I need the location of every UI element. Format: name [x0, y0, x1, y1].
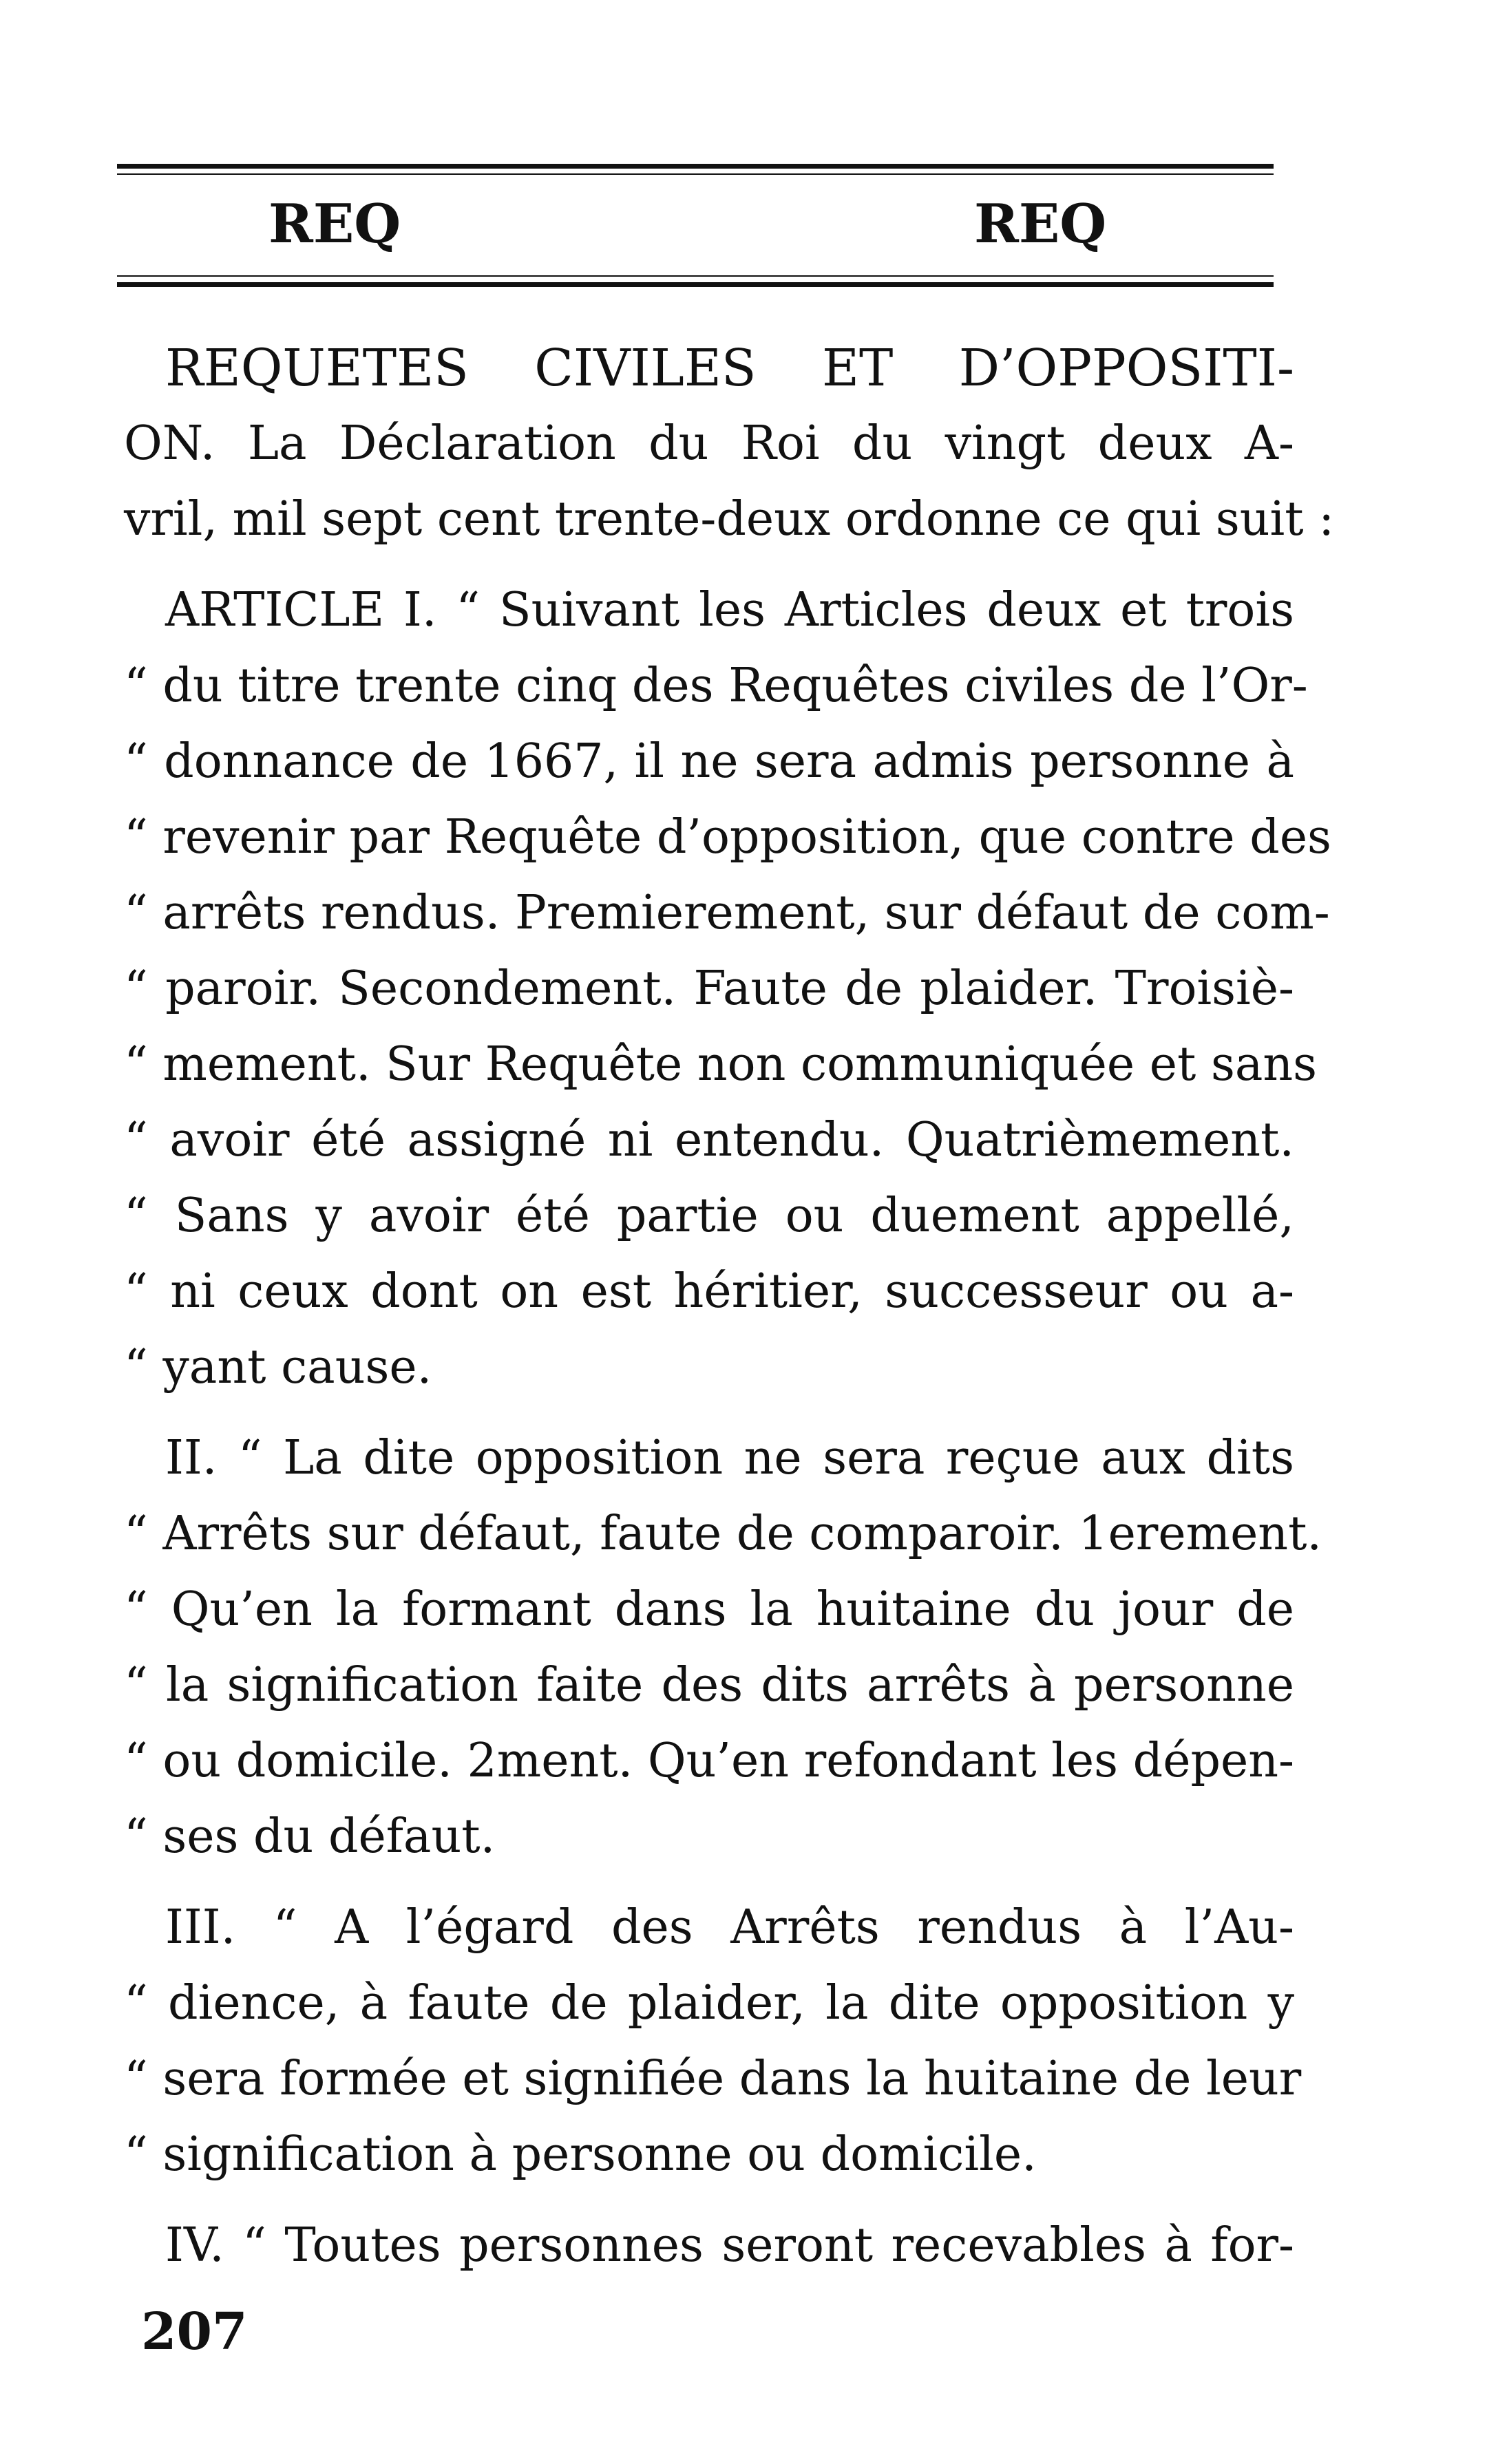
running-head	[117, 193, 1274, 268]
head-rule-thin	[117, 275, 1274, 277]
text-line: “ yant cause.	[124, 1340, 432, 1394]
head-rule-thick	[117, 282, 1274, 287]
article-4-first-line: IV. “ Toutes personnes seront recevables à for-	[165, 2218, 1294, 2273]
article-1-first-line: ARTICLE I. “ Suivant les Articles deux et trois	[165, 583, 1294, 637]
text-line: “ Qu’en la formant dans la huitaine du jour de	[124, 1582, 1294, 1637]
text-line: “ ou domicile. 2ment. Qu’en refondant les dépen-	[124, 1734, 1294, 1788]
text-line: “ signification à personne ou domicile.	[124, 2127, 1037, 2182]
running-head-left: REQ	[268, 193, 401, 255]
page-body	[124, 330, 1335, 2284]
text-line: vril, mil sept cent trente-deux ordonne ce qui suit :	[124, 492, 1335, 546]
text-line: “ revenir par Requête d’opposition, que contre des	[124, 810, 1331, 864]
text-line: “ Sans y avoir été partie ou duement appellé,	[124, 1189, 1294, 1243]
text-line: “ dience, à faute de plaider, la dite opposition y	[124, 1976, 1294, 2030]
text-line: “ sera formée et signifiée dans la huitaine de leur	[124, 2052, 1302, 2106]
text-line: “ avoir été assigné ni entendu. Quatrièmement.	[124, 1113, 1294, 1167]
text-line: “ paroir. Secondement. Faute de plaider. Troisiè-	[124, 962, 1294, 1016]
text-line: “ arrêts rendus. Premierement, sur défaut de com-	[124, 886, 1330, 940]
article-2-first-line: II. “ La dite opposition ne sera reçue aux dits	[165, 1431, 1294, 1485]
text-line: ON. La Déclaration du Roi du vingt deux A-	[124, 416, 1294, 471]
article-3-first-line: III. “ A l’égard des Arrêts rendus à l’Au-	[165, 1900, 1294, 1955]
text-line: “ mement. Sur Requête non communiquée et sans	[124, 1037, 1318, 1092]
text-line: “ du titre trente cinq des Requêtes civiles de l’Or-	[124, 659, 1308, 713]
top-rule	[117, 164, 1274, 169]
text-line: “ ni ceux dont on est héritier, successeur ou a-	[124, 1264, 1294, 1319]
text-line: “ la signification faite des dits arrêts à personne	[124, 1658, 1294, 1712]
text-line: “ donnance de 1667, il ne sera admis personne à	[124, 734, 1294, 789]
top-rule-thin	[117, 173, 1274, 175]
text-line: “ ses du défaut.	[124, 1809, 496, 1864]
page-number: 207	[141, 2302, 248, 2361]
entry-heading: REQUETES CIVILES ET D’OPPOSITI-	[165, 339, 1294, 398]
running-head-right: REQ	[974, 193, 1107, 255]
text-line: “ Arrêts sur défaut, faute de comparoir. 1erement.	[124, 1507, 1322, 1561]
